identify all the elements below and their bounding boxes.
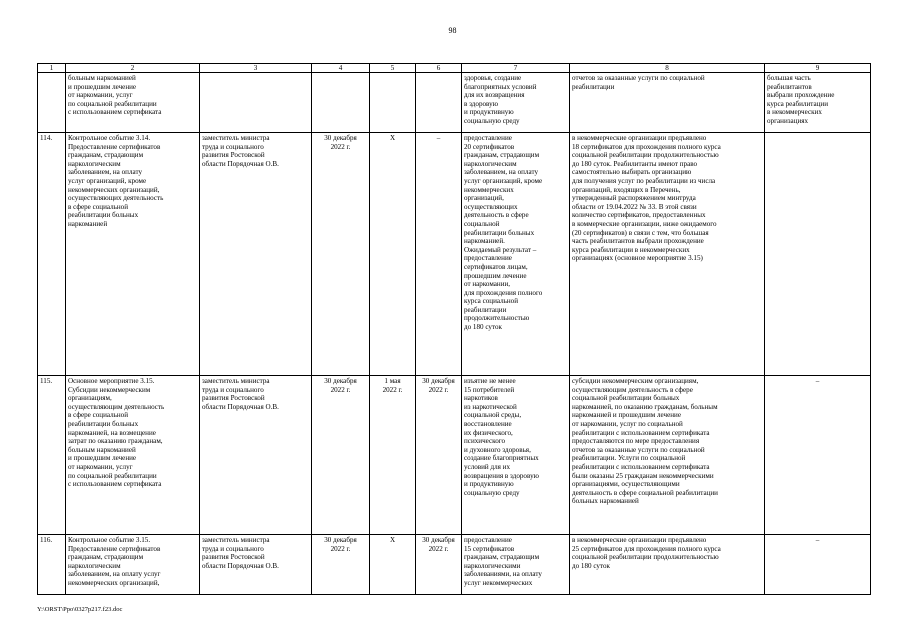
column-header-2: 2 <box>66 64 200 73</box>
actual-result-cell: в некоммерческие организации предъявлено 18 сертификатов для прохождения полного курса социальной реабилитации продолжительностью до 180 суток. Реабилитанты имеют право самостоятельно выбирать организацию для получения услуг по реабилитации из числа организаций, входящих в Перечень, утвержденный распоряжением минтруда области от 19.04.2022 № 33. В этой связи количество сертификатов, предоставленных в коммерческие организации, ниже ожидаемого (20 сертификатов) в связи с тем, что большая часть реабилитантов выбрали прохождение курса реабилитации в некоммерческих организациях (основное мероприятие 3.15) <box>570 133 765 376</box>
end-date-cell: 30 декабря 2022 г. <box>416 535 462 595</box>
actual-result-cell: субсидии некоммерческим организациям, осуществляющим деятельность в сфере социальной реабилитации больных наркоманией, по оказанию гражданам, больным наркоманией и прошедшим лечение от наркомании, услуг по социальной реабилитации с использованием сертификата предоставляются по мере предоставления отчетов за оказанные услуги по социальной реабилитации. Услуги по социальной реабилитации с использованием сертификата были оказаны 25 гражданам некоммерческими организациями, осуществляющими деятельность в сфере социальной реабилитации больных наркоманией <box>570 376 765 535</box>
planned-result-cell: предоставление 15 сертификатов гражданам, страдающим наркологическими заболеваниями, на оплату услуг некоммерческих <box>462 535 570 595</box>
start-date-cell: X <box>370 535 416 595</box>
table-row <box>38 376 871 535</box>
event-name-cell: Контрольное событие 3.14. Предоставление сертификатов гражданам, страдающим наркологическим заболеванием, на оплату услуг организаций, кроме некоммерческих организаций, осуществляющих деятельность в сфере социальной реабилитации больных наркоманией <box>66 133 200 376</box>
end-date-cell: – <box>416 133 462 376</box>
actual-result-cell: в некоммерческие организации предъявлено 25 сертификатов для прохождения полного курса социальной реабилитации продолжительностью до 180 суток <box>570 535 765 595</box>
row-number-cell: 114. <box>38 133 66 376</box>
row-number-cell: 115. <box>38 376 66 535</box>
table-row <box>38 535 871 595</box>
planned-result-cell: здоровья, создание благоприятных условий для их возвращения в здоровую и продуктивную социальную среду <box>462 73 570 133</box>
reason-cell: большая часть реабилитантов выбрали прохождение курса реабилитации в некоммерческих организациях <box>765 73 871 133</box>
reason-cell <box>765 133 871 376</box>
planned-result-cell: изъятие не менее 15 потребителей наркотиков из наркотической социальной среды, восстановление их физического, психического и духовного здоровья, создание благоприятных условий для их возвращения в здоровую и продуктивную социальную среду <box>462 376 570 535</box>
planned-result-cell: предоставление 20 сертификатов гражданам, страдающим наркологическим заболеванием, на оплату услуг организаций, кроме некоммерческих организаций, осуществляющих деятельность в сфере социальной реабилитации больных наркоманией. Ожидаемый результат – предоставление сертификатов лицам, прошедшим лечение от наркомании, для прохождения полного курса социальной реабилитации продолжительностью до 180 суток <box>462 133 570 376</box>
column-header-6: 6 <box>416 64 462 73</box>
start-date-cell: X <box>370 133 416 376</box>
row-number-cell <box>38 73 66 133</box>
table-row <box>38 133 871 376</box>
plan-date-cell: 30 декабря 2022 г. <box>312 535 370 595</box>
footer-file-path: Y:\ORST\Ppo\0327p217.f23.doc <box>37 606 123 613</box>
column-header-3: 3 <box>200 64 312 73</box>
column-header-1: 1 <box>38 64 66 73</box>
column-header-4: 4 <box>312 64 370 73</box>
plan-date-cell: 30 декабря 2022 г. <box>312 376 370 535</box>
responsible-cell <box>200 73 312 133</box>
event-name-cell: больным наркоманией и прошедшим лечение от наркомании, услуг по социальной реабилитации с использованием сертификата <box>66 73 200 133</box>
start-date-cell <box>370 73 416 133</box>
report-table <box>37 63 871 595</box>
responsible-cell: заместитель министра труда и социального развития Ростовской области Порядочная О.В. <box>200 535 312 595</box>
page-number: 98 <box>448 26 457 35</box>
responsible-cell: заместитель министра труда и социального развития Ростовской области Порядочная О.В. <box>200 376 312 535</box>
column-header-8: 8 <box>570 64 765 73</box>
plan-date-cell: 30 декабря 2022 г. <box>312 133 370 376</box>
column-header-5: 5 <box>370 64 416 73</box>
start-date-cell: 1 мая 2022 г. <box>370 376 416 535</box>
actual-result-cell: отчетов за оказанные услуги по социальной реабилитации <box>570 73 765 133</box>
reason-cell: – <box>765 535 871 595</box>
responsible-cell: заместитель министра труда и социального развития Ростовской области Порядочная О.В. <box>200 133 312 376</box>
plan-date-cell <box>312 73 370 133</box>
table-row <box>38 73 871 133</box>
column-header-7: 7 <box>462 64 570 73</box>
reason-cell: – <box>765 376 871 535</box>
event-name-cell: Контрольное событие 3.15. Предоставление сертификатов гражданам, страдающим наркологическим заболеванием, на оплату услуг некоммерческих организаций, <box>66 535 200 595</box>
end-date-cell <box>416 73 462 133</box>
event-name-cell: Основное мероприятие 3.15. Субсидии некоммерческим организациям, осуществляющим деятельность в сфере социальной реабилитации больных наркоманией, на возмещение затрат по оказанию гражданам, больным наркоманией и прошедшим лечение от наркомании, услуг по социальной реабилитации с использованием сертификата <box>66 376 200 535</box>
row-number-cell: 116. <box>38 535 66 595</box>
header-row <box>38 64 871 73</box>
column-header-9: 9 <box>765 64 871 73</box>
end-date-cell: 30 декабря 2022 г. <box>416 376 462 535</box>
